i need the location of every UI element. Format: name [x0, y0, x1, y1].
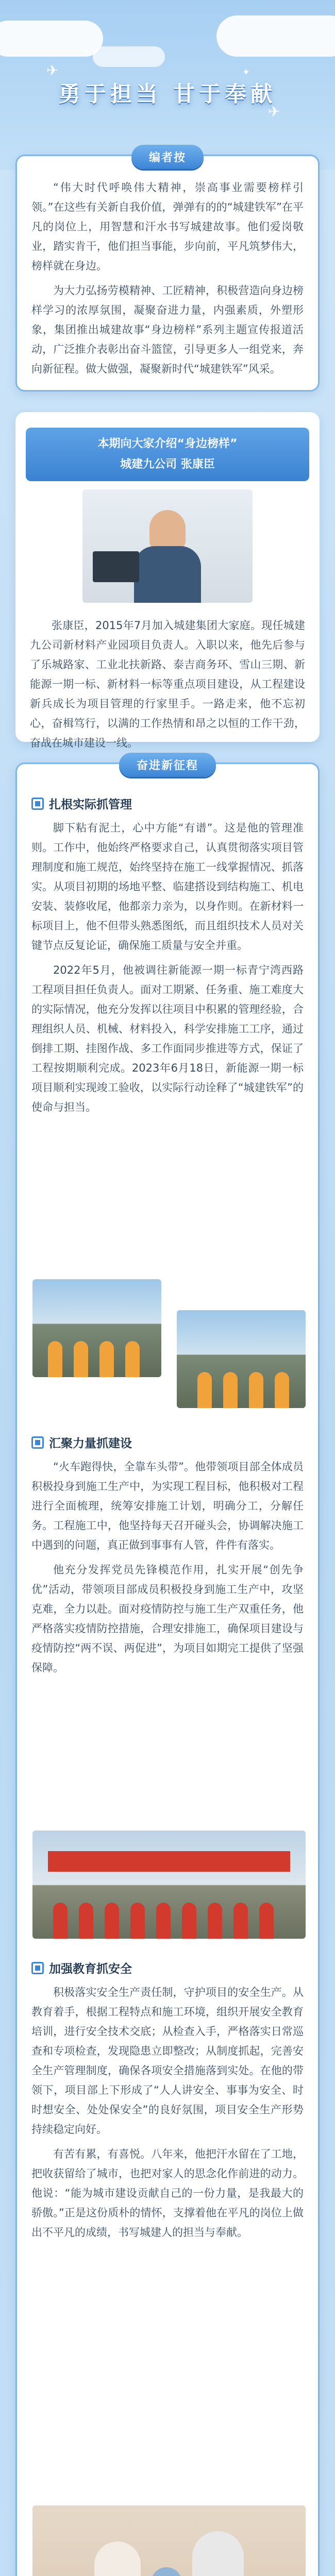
story-section	[31, 1434, 304, 1677]
worker-figure	[74, 1341, 88, 1377]
section-heading-text: 加强教育抓安全	[49, 1962, 132, 1976]
sparkle-icon: ✦	[82, 46, 91, 57]
story-section	[31, 795, 304, 1117]
person-figure	[192, 2531, 244, 2576]
profile-bio: 张康臣，2015年7月加入城建集团大家庭。现任城建九公司新材料产业园项目负责人。入职以来，他先后参与了乐城路家、工业北扶新路、泰吉商务环、雪山三期、新能源一期一标、新材料一标等重点项目建设，从工程建设新兵成长为项目管理的行家里手。一路走来，他不忘初心，奋楫笃行，以满的工作热情和昂之以恒的工作干劲，奋战在城市建设一线。	[30, 619, 305, 749]
square-bullet-icon	[31, 1962, 44, 1974]
worker-figure	[156, 1903, 171, 1939]
portrait-face	[149, 510, 186, 551]
story-card	[15, 759, 320, 2576]
worker-figure	[105, 1903, 119, 1939]
worker-figure	[223, 1372, 238, 1408]
section-paragraph: “火车跑得快，全靠车头带”。他带领项目部全体成员积极投身到施工生产中，为实现工程目标，他积极对工程进行全面梳理，统筹安排施工计划，明确分工，分解任务。工程施工中，他坚持每天召开碰头会，协调解决施工中遇到的问题，真正做到事事有人管，件件有落实。	[31, 1461, 304, 1551]
intro-tag: 编者按	[131, 145, 204, 169]
cloud-decoration	[216, 15, 335, 57]
profile-banner	[26, 428, 309, 481]
section-heading-text: 汇聚力量抓建设	[49, 1437, 132, 1450]
paper-plane-icon: ✈	[268, 103, 280, 120]
worker-figure	[197, 1372, 212, 1408]
section-paragraph: 积极落实安全生产责任制，守护项目的安全生产。从教育着手，根据工程特点和施工环境，组织开展安全教育培训，进行安全技术交底；从检查入手，严格落实日常巡查和专项检查，发现隐患立即整改；从制度抓起，完善安全生产管理制度，确保各项安全措施落到实处。在他的带领下，项目部上下形成了“人人讲安全、事事为安全、时时想安全、处处保安全”的良好氛围，项目安全生产形势持续稳定向好。	[31, 1986, 304, 2136]
worker-figure	[99, 1341, 114, 1377]
worksite-photo	[32, 1279, 161, 1377]
intro-paragraph: 为大力弘扬劳模精神、工匠精神，积极营造向身边榜样学习的浓厚氛围，凝聚奋进力量，内强素质，外塑形象，集团推出城建故事“身边榜样”系列主题宣传报道活动，广泛推介表彰出奋斗篮筐，引导更多人一组党来，奔向新征程。做大做强，凝聚新时代“城建铁军”风采。	[31, 284, 304, 375]
profile-banner-line: 城建九公司 张康臣	[120, 458, 215, 471]
profile-banner-line: 本期向大家介绍“身边榜样”	[97, 437, 238, 450]
square-bullet-icon	[31, 798, 44, 810]
cloud-decoration	[93, 46, 165, 67]
worker-figure	[182, 1903, 196, 1939]
child-figure	[151, 2567, 182, 2576]
section-heading	[31, 1959, 304, 1976]
section-paragraph: 他充分发挥党员先锋模范作用，扎实开展“创先争优”活动，带领项目部成员积极投身到施工生产中，攻坚克难，全力以赴。面对疫情防控与施工生产双重任务，他严格落实疫情防控措施，合理安排施工，确保项目建设与疫情防控“两不误、两促进”，为项目如期完工提供了坚强保障。	[31, 1564, 304, 1674]
intro-paragraph: “伟大时代呼唤伟大精神，崇高事业需要榜样引领。”在这些有关新自我价值，弹弹有的的“城建铁军”在平凡的岗位上，用智慧和汗水书写城建故事。他们爱岗敬业，踏实肯干，他们担当事能，步向前，平凡筑梦伟大，榜样就在身边。	[31, 181, 304, 272]
sparkle-icon: ✦	[242, 67, 250, 78]
worker-figure	[53, 1903, 68, 1939]
portrait-photo	[82, 489, 253, 603]
worker-figure	[48, 1341, 62, 1377]
worker-figure	[79, 1903, 93, 1939]
paper-plane-icon: ✈	[46, 62, 59, 79]
story-tag: 奋进新征程	[119, 753, 216, 777]
section-heading-text: 扎根实际抓管理	[49, 798, 132, 811]
section-paragraph: 有苦有累，有喜悦。八年来，他把汗水留在了工地，把收获留给了城市，也把对家人的思念化作前进的动力。他说：“能为城市建设贡献自己的一份力量，是我最大的骄傲。”正是这份质朴的情怀，支撑着他在平凡的岗位上做出不平凡的成绩，书写城建人的担当与奉献。	[31, 2148, 304, 2239]
section-paragraph: 2022年5月，他被调往新能源一期一标青宁湾西路工程项目担任负责人。面对工期紧、任务重、施工难度大的实际情况，他充分发挥以往项目中积累的管理经验，合理组织人员、机械、材料投入，科学安排施工工序，通过倒排工期、挂图作战、多工作面同步推进等方式，保证了工程按期顺利完成。2023年6月18日，新能源一期一标项目顺利实现竣工验收，以实际行动诠释了“城建铁军”的使命与担当。	[31, 964, 304, 1113]
section-heading	[31, 795, 304, 812]
hero-title: 勇于担当 甘于奉献	[58, 81, 277, 107]
worker-figure	[249, 1372, 263, 1408]
worker-figure	[125, 1341, 140, 1377]
worker-figure	[275, 1372, 289, 1408]
square-bullet-icon	[31, 1436, 44, 1449]
story-section	[31, 1959, 304, 2242]
profile-card	[15, 412, 320, 749]
red-banner	[48, 1851, 290, 1872]
worker-figure	[233, 1903, 248, 1939]
person-figure	[94, 2541, 141, 2576]
worker-figure	[259, 1903, 274, 1939]
worksite-photo	[177, 1310, 306, 1408]
team-photo	[32, 1831, 306, 1939]
section-heading	[31, 1434, 304, 1451]
intro-card	[15, 151, 320, 392]
portrait-body	[134, 546, 201, 603]
laptop-icon	[93, 551, 139, 582]
family-photo	[32, 2505, 306, 2576]
worker-figure	[130, 1903, 145, 1939]
section-paragraph: 脚下粘有泥土，心中方能“有谱”。这是他的管理准则。工作中，他始终严格要求自己，认真贯彻落实项目管理制度和施工规范，始终坚持在施工一线掌握情况、抓落实。从项目初期的场地平整、临建搭设到结构施工、机电安装、装修收尾，他都亲力亲为，以身作则。在新材料一标项目上，他不但带头熟悉图纸，而且组织技术人员对关键节点反复论证，确保施工质量与安全并重。	[31, 822, 304, 952]
worker-figure	[208, 1903, 222, 1939]
